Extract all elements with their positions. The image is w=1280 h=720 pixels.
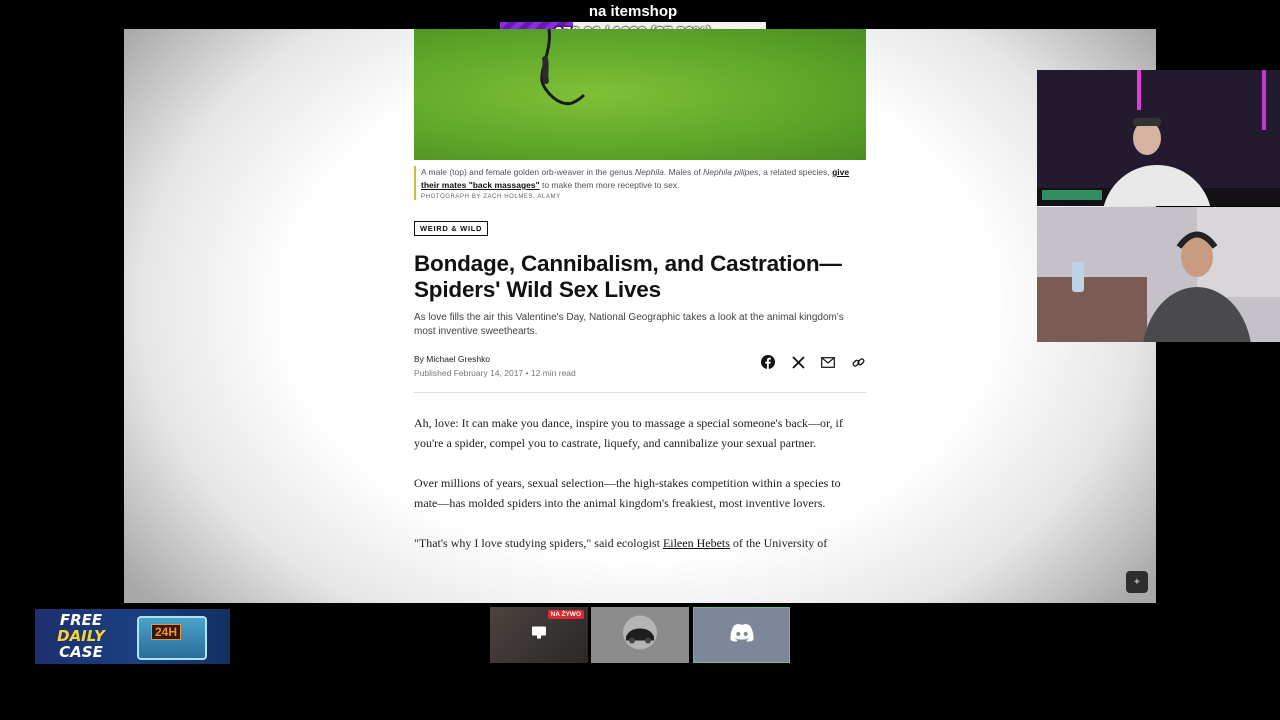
category-tag[interactable]: WEIRD & WILD — [414, 221, 488, 236]
promo-line: CASE — [59, 643, 103, 661]
image-caption — [414, 166, 866, 200]
read-time: 12 min read — [530, 368, 576, 378]
free-daily-case-banner[interactable] — [35, 609, 230, 664]
caption-link[interactable]: give their mates "back massages" — [421, 167, 850, 190]
article-body — [414, 413, 866, 553]
goal-title: na itemshop — [588, 3, 678, 20]
live-badge: NA ŻYWO — [548, 610, 584, 619]
paragraph-text: of the University of — [729, 536, 828, 550]
car-thumbnail[interactable] — [591, 607, 689, 663]
divider — [414, 392, 866, 393]
article-headline: Bondage, Cannibalism, and Castration—Spiders' Wild Sex Lives — [414, 251, 842, 302]
caption-text: to make them more receptive to sex. — [539, 180, 680, 190]
corner-logo-icon: ✦ — [1126, 571, 1148, 593]
photo-credit: PHOTOGRAPH BY ZACH HOLMES, ALAMY — [421, 194, 561, 200]
separator-dot: • — [525, 368, 531, 378]
promo-line: DAILY — [57, 627, 105, 645]
byline-row — [414, 354, 866, 384]
webcam-bottom — [1037, 207, 1280, 342]
paragraph: Over millions of years, sexual selection—the high-stakes competition within a species to mate—has molded spiders into the animal kingdom's freakiest, most inventive lovers. — [414, 476, 841, 510]
chest-icon — [137, 616, 207, 660]
facebook-icon[interactable] — [760, 354, 776, 370]
discord-thumbnail[interactable] — [693, 607, 790, 663]
browser-page — [124, 29, 1156, 603]
paragraph-text: "That's why I love studying spiders," said ecologist — [414, 536, 663, 550]
car-icon — [620, 615, 660, 656]
x-icon[interactable] — [790, 354, 806, 370]
article-dek: As love fills the air this Valentine's Day, National Geographic takes a look at the animal kingdom's most inventive sweethearts. — [414, 312, 844, 337]
share-buttons — [760, 354, 866, 370]
caption-text: . Males of — [663, 167, 704, 177]
webcam-top — [1037, 70, 1280, 206]
monitor-icon — [531, 626, 547, 645]
caption-genus: Nephila — [635, 167, 664, 177]
paragraph: Ah, love: It can make you dance, inspire you to massage a special someone's back—or, if you're a spider, compel you to castrate, liquefy, and cannibalize your sexual partner. — [414, 416, 843, 450]
byline[interactable]: By Michael Greshko — [414, 354, 491, 364]
publish-date: Published February 14, 2017 — [414, 368, 524, 378]
paragraph — [414, 533, 866, 553]
caption-text: , a related species, — [758, 167, 833, 177]
link-icon[interactable] — [850, 354, 866, 370]
promo-timer: 24H — [151, 624, 181, 640]
discord-icon — [730, 624, 754, 647]
author-link[interactable]: Eileen Hebets — [662, 536, 730, 550]
live-stream-thumbnail[interactable] — [490, 607, 588, 663]
hero-image — [414, 29, 866, 160]
promo-text — [51, 612, 111, 660]
article — [414, 29, 866, 573]
caption-species: Nephila pilipes — [703, 167, 759, 177]
promo-line: FREE — [59, 611, 103, 629]
caption-text: A male (top) and female golden orb-weaver in the genus — [421, 167, 636, 177]
email-icon[interactable] — [820, 354, 836, 370]
